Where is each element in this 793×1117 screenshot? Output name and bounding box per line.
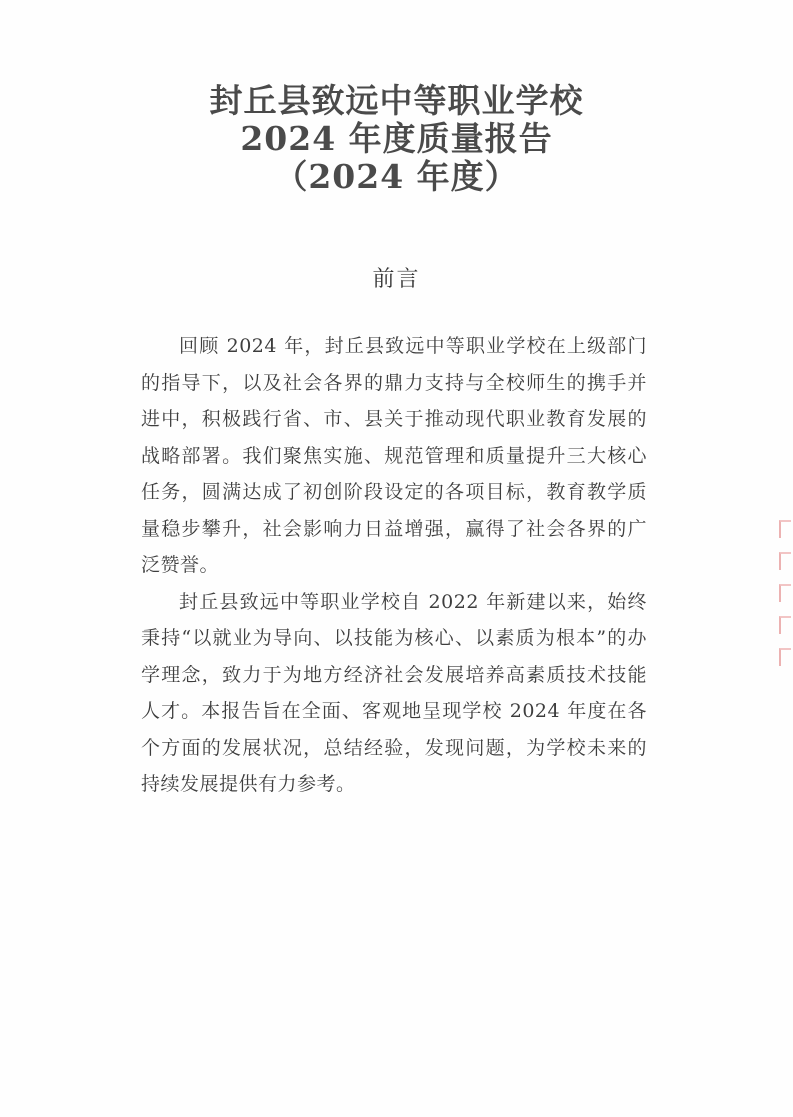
preface-body	[141, 328, 647, 803]
seal-stamp-edge	[779, 520, 793, 670]
document-title	[0, 82, 793, 196]
title-line-year: （2024 年度）	[274, 157, 519, 196]
paragraph-introduction: 封丘县致远中等职业学校自 2022 年新建以来，始终秉持“以就业为导向、以技能为核心、以素质为根本”的办学理念，致力于为地方经济社会发展培养高素质技术技能人才。本报告旨在全面、客观地呈现学校 2024 年度在各个方面的发展状况，总结经验，发现问题，为学校未来的持续发展提供有力参考。	[141, 590, 647, 795]
paragraph-review: 回顾 2024 年，封丘县致远中等职业学校在上级部门的指导下，以及社会各界的鼎力支持与全校师生的携手并进中，积极践行省、市、县关于推动现代职业教育发展的战略部署。我们聚焦实施、规范管理和质量提升三大核心任务，圆满达成了初创阶段设定的各项目标，教育教学质量稳步攀升，社会影响力日益增强，赢得了社会各界的广泛赞誉。	[141, 335, 647, 576]
title-line-school: 封丘县致远中等职业学校	[209, 81, 584, 120]
section-heading-preface: 前言	[372, 267, 421, 292]
title-line-report: 2024 年度质量报告	[240, 119, 553, 158]
